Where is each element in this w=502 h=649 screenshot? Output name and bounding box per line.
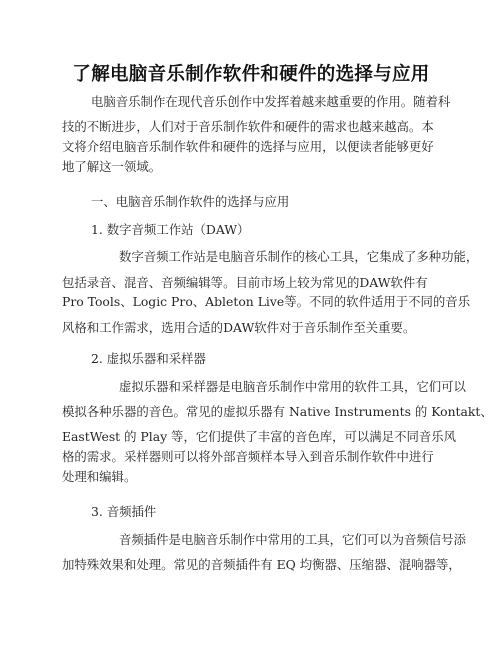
item3-heading: 3. 音频插件 (91, 504, 157, 519)
item2-heading: 2. 虚拟乐器和采样器 (91, 351, 206, 366)
section-heading: 一、电脑音乐制作软件的选择与应用 (91, 194, 290, 209)
intro-line-2: 技的不断进步，人们对于音乐制作软件和硬件的需求也越来越高。本 (62, 119, 434, 134)
item1-line-2: 包括录音、混音、音频编辑等。目前市场上较为常见的DAW软件有 (62, 275, 428, 290)
item1-heading: 1. 数字音频工作站（DAW） (91, 222, 250, 237)
document-title: 了解电脑音乐制作软件和硬件的选择与应用 (72, 64, 430, 85)
intro-line-4: 地了解这一领域。 (62, 159, 162, 174)
item1-line-3: Pro Tools、Logic Pro、Ableton Live等。不同的软件适用于不同的音乐 (62, 294, 471, 309)
item3-line-2: 加特殊效果和处理。常见的音频插件有 EQ 均衡器、压缩器、混响器等， (62, 557, 461, 572)
item2-line-4: 格的需求。采样器则可以将外部音频样本导入到音乐制作软件中进行 (62, 449, 434, 464)
item2-line-1: 虚拟乐器和采样器是电脑音乐制作中常用的软件工具，它们可以 (119, 379, 466, 394)
item2-line-5: 处理和编辑。 (62, 469, 137, 484)
item3-line-1: 音频插件是电脑音乐制作中常用的工具，它们可以为音频信号添 (119, 532, 466, 547)
intro-line-1: 电脑音乐制作在现代音乐创作中发挥着越来越重要的作用。随着科 (91, 94, 451, 109)
item1-line-4: 风格和工作需求，选用合适的DAW软件对于音乐制作至关重要。 (62, 320, 416, 335)
item2-line-2: 模拟各种乐器的音色。常见的虚拟乐器有 Native Instruments 的 Kontakt、 (62, 404, 493, 419)
item2-line-3: EastWest 的 Play 等，它们提供了丰富的音色库，可以满足不同音乐风 (62, 429, 457, 444)
intro-line-3: 文将介绍电脑音乐制作软件和硬件的选择与应用，以便读者能够更好 (62, 139, 434, 154)
item1-line-1: 数字音频工作站是电脑音乐制作的核心工具，它集成了多种功能， (119, 249, 479, 264)
